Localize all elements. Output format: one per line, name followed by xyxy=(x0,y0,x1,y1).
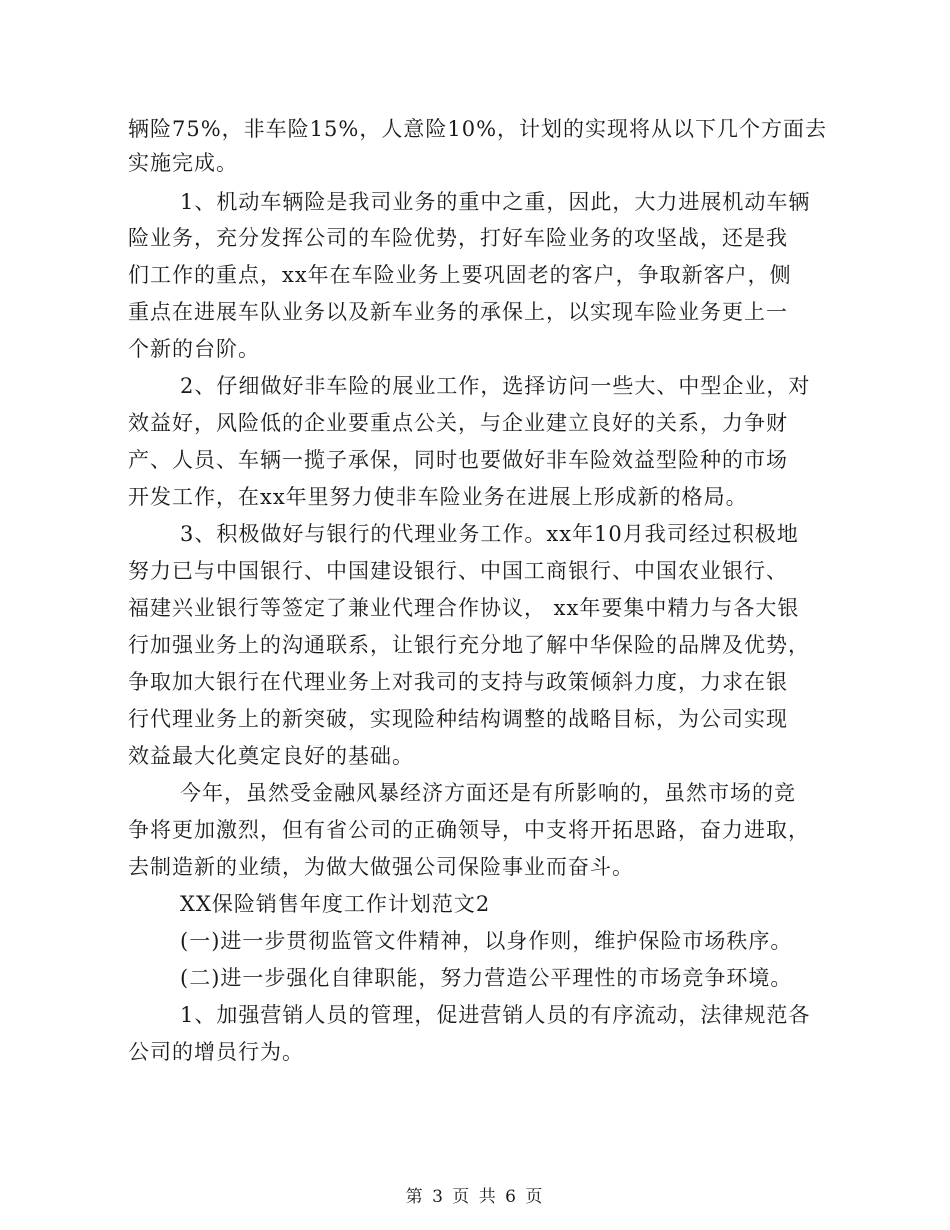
paragraph-start: (一)进一步贯彻监管文件精神，以身作则，维护保险市场秩序。 xyxy=(180,929,793,953)
paragraph-start: 3、积极做好与银行的代理业务工作。xx年10月我司经过积极地 xyxy=(180,522,799,546)
text-line: 开发工作，在xx年里努力使非车险业务在进展上形成新的格局。 xyxy=(128,485,748,509)
paragraph-start: 1、机动车辆险是我司业务的重中之重，因此，大力进展机动车辆 xyxy=(180,190,811,214)
text-line: 行加强业务上的沟通联系，让银行充分地了解中华保险的品牌及优势， xyxy=(128,633,810,657)
text-line: 争取加大银行在代理业务上对我司的支持与政策倾斜力度，力求在银 xyxy=(128,670,788,694)
text-line: 去制造新的业绩，为做大做强公司保险事业而奋斗。 xyxy=(128,855,634,879)
text-line: 辆险75%，非车险15%，人意险10%，计划的实现将从以下几个方面去 xyxy=(128,117,828,141)
text-line: 争将更加激烈，但有省公司的正确领导，中支将开拓思路，奋力进取， xyxy=(128,818,810,842)
text-line: 效益好，风险低的企业要重点公关，与企业建立良好的关系，力争财 xyxy=(128,411,788,435)
text-line: 效益最大化奠定良好的基础。 xyxy=(128,744,414,768)
text-line: 行代理业务上的新突破，实现险种结构调整的战略目标，为公司实现 xyxy=(128,707,788,731)
text-line: 福建兴业银行等签定了兼业代理合作协议， xx年要集中精力与各大银 xyxy=(128,596,800,620)
text-line: 个新的台阶。 xyxy=(128,337,260,361)
section-heading: XX保险销售年度工作计划范文2 xyxy=(180,892,491,916)
paragraph-start: 今年，虽然受金融风暴经济方面还是有所影响的，虽然市场的竞 xyxy=(180,781,796,805)
text-line: 们工作的重点，xx年在车险业务上要巩固老的客户，争取新客户，侧 xyxy=(128,263,792,287)
text-line: 公司的增员行为。 xyxy=(128,1040,304,1064)
text-line: 产、人员、车辆一揽子承保，同时也要做好非车险效益型险种的市场 xyxy=(128,448,788,472)
paragraph-start: 1、加强营销人员的管理，促进营销人员的有序流动，法律规范各 xyxy=(180,1003,811,1027)
paragraph-start: 2、仔细做好非车险的展业工作，选择访问一些大、中型企业，对 xyxy=(180,374,811,398)
text-line: 努力已与中国银行、中国建设银行、中国工商银行、中国农业银行、 xyxy=(128,559,788,583)
text-line: 重点在进展车队业务以及新车业务的承保上，以实现车险业务更上一 xyxy=(128,300,788,324)
text-line: 实施完成。 xyxy=(128,151,238,175)
paragraph-start: (二)进一步强化自律职能，努力营造公平理性的市场竞争环境。 xyxy=(180,966,793,990)
text-line: 险业务，充分发挥公司的车险优势，打好车险业务的攻坚战，还是我 xyxy=(128,226,788,250)
page-number-footer: 第 3 页 共 6 页 xyxy=(405,1187,545,1207)
